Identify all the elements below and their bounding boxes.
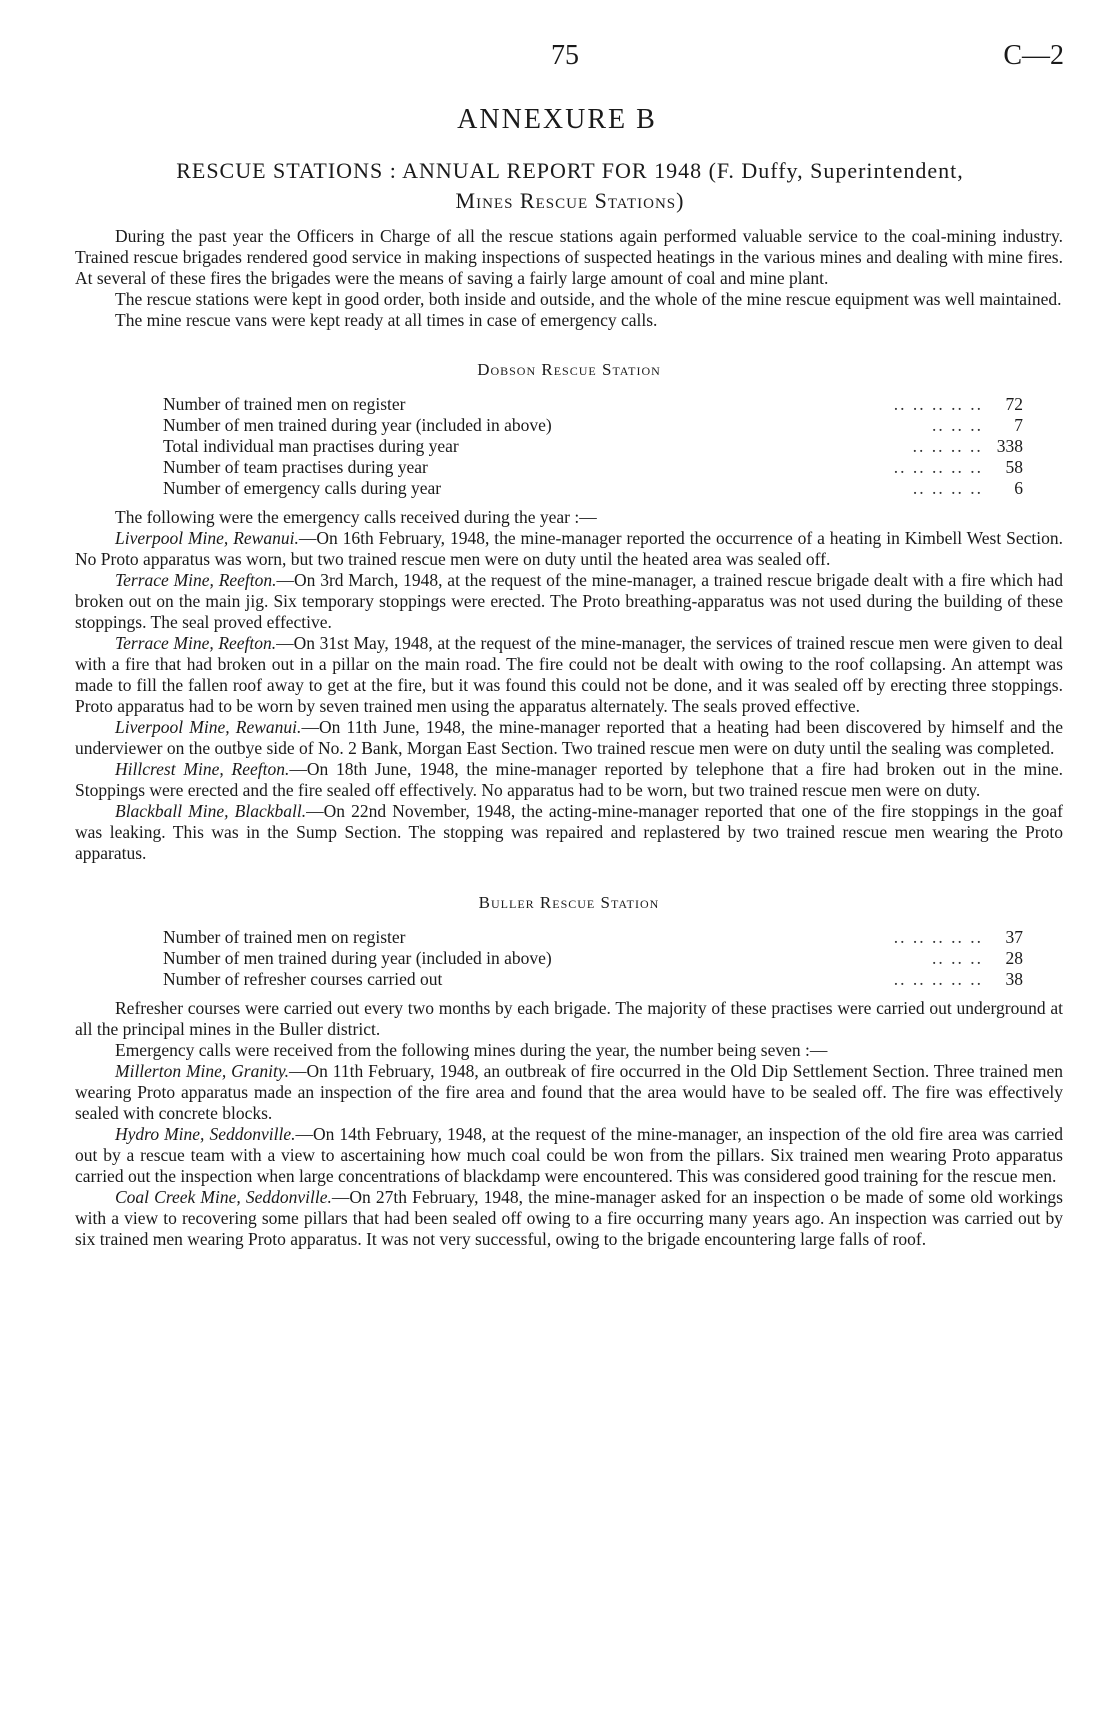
stat-label: Number of emergency calls during year — [163, 478, 442, 498]
stat-value: 37 — [1005, 927, 1023, 947]
dobson-station-heading: Dobson Rescue Station — [477, 360, 661, 379]
stat-row — [163, 478, 1023, 499]
intro-paragraph: The rescue stations were kept in good order, both inside and outside, and the whole of the mine rescue equipment was well maintained. — [115, 289, 1062, 309]
page-number: 75 — [551, 40, 579, 71]
mine-name: Hillcrest Mine, Reefton. — [115, 759, 290, 779]
emergency-call-entry — [75, 759, 1063, 801]
call-text: —On 11th February, 1948, an outbreak of fire occurred in the Old Dip Settlement Section. Three trained men wearing Proto apparatus made an inspection of the fire area and found that the area would have to be sealed off. The fire was effectively sealed with concrete blocks. — [75, 1061, 1063, 1123]
stat-row — [163, 457, 1023, 478]
call-text: —On 18th June, 1948, the mine-manager reported by telephone that a fire had broken out in the mine. Stoppings were erected and the fire sealed off effectively. No apparatus had to be worn, but two trained rescue men were on duty. — [75, 759, 1063, 800]
emergency-call-entry — [75, 1061, 1063, 1124]
mine-name: Millerton Mine, Granity. — [115, 1061, 290, 1081]
leader-dots: .. .. .. — [932, 948, 983, 968]
emergency-call-entry — [75, 570, 1063, 633]
emergency-call-entry — [75, 1124, 1063, 1187]
page-reference: C—2 — [1003, 40, 1064, 71]
intro-paragraph: During the past year the Officers in Charge of all the rescue stations again performed valuable service to the coal-mining industry. Trained rescue brigades rendered good service in making inspections of suspected heatings in the various mines and dealing with mine fires. At several of these fires the brigades were the means of saving a fairly large amount of coal and mine plant. — [75, 226, 1063, 288]
emergency-call-entry — [75, 633, 1063, 717]
emergency-call-entry — [75, 717, 1063, 759]
emergency-call-entry — [75, 1187, 1063, 1250]
leader-dots: .. .. .. — [932, 415, 983, 435]
mine-name: Liverpool Mine, Rewanui. — [115, 717, 302, 737]
call-text: —On 27th February, 1948, the mine-manager asked for an inspection o be made of some old workings with a view to recovering some pillars that had been sealed off owing to a fire occurring many years ago. An inspection was carried out by six trained men wearing Proto apparatus. It was not very successful, owing to the brigade encountering large falls of roof. — [75, 1187, 1063, 1249]
stat-label: Number of trained men on register — [163, 394, 406, 414]
stat-value: 58 — [1005, 457, 1023, 477]
annexure-title: ANNEXURE B — [457, 104, 657, 135]
buller-stats-table — [163, 927, 1023, 990]
mine-name: Hydro Mine, Seddonville. — [115, 1124, 296, 1144]
call-text: —On 11th June, 1948, the mine-manager reported that a heating had been discovered by himself and the underviewer on the outbye side of No. 2 Bank, Morgan East Section. Two trained rescue men were on duty until the sealing was completed. — [75, 717, 1063, 758]
emergency-call-entry — [75, 801, 1063, 864]
report-body — [75, 226, 1063, 1250]
stat-label: Number of men trained during year (included in above) — [163, 948, 552, 968]
stat-row — [163, 969, 1023, 990]
call-text: —On 22nd November, 1948, the acting-mine-manager reported that one of the fire stoppings in the goaf was leaking. This was in the Sump Section. The stopping was repaired and replastered by two trained rescue men wearing the Proto apparatus. — [75, 801, 1063, 863]
leader-dots: .. .. .. .. .. — [893, 969, 983, 989]
stat-row — [163, 415, 1023, 436]
stat-row — [163, 948, 1023, 969]
stat-value: 7 — [1014, 415, 1023, 435]
stat-label: Number of trained men on register — [163, 927, 406, 947]
stat-row — [163, 394, 1023, 415]
mine-name: Terrace Mine, Reefton. — [115, 633, 277, 653]
stat-label: Number of refresher courses carried out — [163, 969, 443, 989]
leader-dots: .. .. .. .. .. — [893, 927, 983, 947]
stat-label: Number of men trained during year (included in above) — [163, 415, 552, 435]
leader-dots: .. .. .. .. — [912, 478, 983, 498]
leader-dots: .. .. .. .. .. — [893, 457, 983, 477]
stat-label: Total individual man practises during year — [163, 436, 459, 456]
mine-name: Liverpool Mine, Rewanui. — [115, 528, 299, 548]
intro-paragraph: The mine rescue vans were kept ready at all times in case of emergency calls. — [115, 310, 658, 330]
stat-value: 6 — [1014, 478, 1023, 498]
mine-name: Terrace Mine, Reefton. — [115, 570, 277, 590]
dobson-stats-table — [163, 394, 1023, 499]
stat-value: 338 — [996, 436, 1023, 456]
subtitle-line-2: Mines Rescue Stations) — [455, 188, 685, 213]
mine-name: Blackball Mine, Blackball. — [115, 801, 307, 821]
body-paragraph: Emergency calls were received from the following mines during the year, the number being seven :— — [115, 1040, 828, 1060]
body-paragraph: Refresher courses were carried out every two months by each brigade. The majority of these practises were carried out underground at all the principal mines in the Buller district. — [75, 998, 1063, 1039]
call-text: —On 31st May, 1948, at the request of the mine-manager, the services of trained rescue men were given to deal with a fire that had broken out in a pillar on the main road. The fire could not be dealt with owing to the roof collapsing. An attempt was made to fill the fallen roof away to get at the fire, but it was found this could not be done, and it was sealed off by erecting three stoppings. Proto apparatus had to be worn by seven trained men using the apparatus alternately. The seals proved effective. — [75, 633, 1063, 716]
buller-station-heading: Buller Rescue Station — [478, 893, 660, 912]
stat-row — [163, 436, 1023, 457]
subtitle-line-1: RESCUE STATIONS : ANNUAL REPORT FOR 1948 (F. Duffy, Superintendent, — [176, 158, 964, 183]
report-subtitle — [75, 156, 1065, 216]
mine-name: Coal Creek Mine, Seddonville. — [115, 1187, 332, 1207]
call-text: —On 3rd March, 1948, at the request of the mine-manager, a trained rescue brigade dealt with a fire which had broken out on the main jig. Six temporary stoppings were erected. The Proto breathing-apparatus was not used during the building of these stoppings. The seal proved effective. — [75, 570, 1063, 632]
leader-dots: .. .. .. .. .. — [893, 394, 983, 414]
leader-dots: .. .. .. .. — [912, 436, 983, 456]
stat-label: Number of team practises during year — [163, 457, 428, 477]
calls-intro: The following were the emergency calls received during the year :— — [115, 507, 597, 527]
stat-row — [163, 927, 1023, 948]
emergency-call-entry — [75, 528, 1063, 570]
stat-value: 28 — [1005, 948, 1023, 968]
call-text: —On 14th February, 1948, at the request of the mine-manager, an inspection of the old fire area was carried out by a rescue team with a view to ascertaining how much coal could be won from the pillars. Six trained men wearing Proto apparatus carried out the inspection when large concentrations of blackdamp were encountered. This was considered good training for the rescue men. — [75, 1124, 1063, 1186]
call-text: —On 16th February, 1948, the mine-manager reported the occurrence of a heating in Kimbell West Section. No Proto apparatus was worn, but two trained rescue men were on duty until the heated area was sealed off. — [75, 528, 1063, 569]
stat-value: 38 — [1005, 969, 1023, 989]
stat-value: 72 — [1005, 394, 1023, 414]
